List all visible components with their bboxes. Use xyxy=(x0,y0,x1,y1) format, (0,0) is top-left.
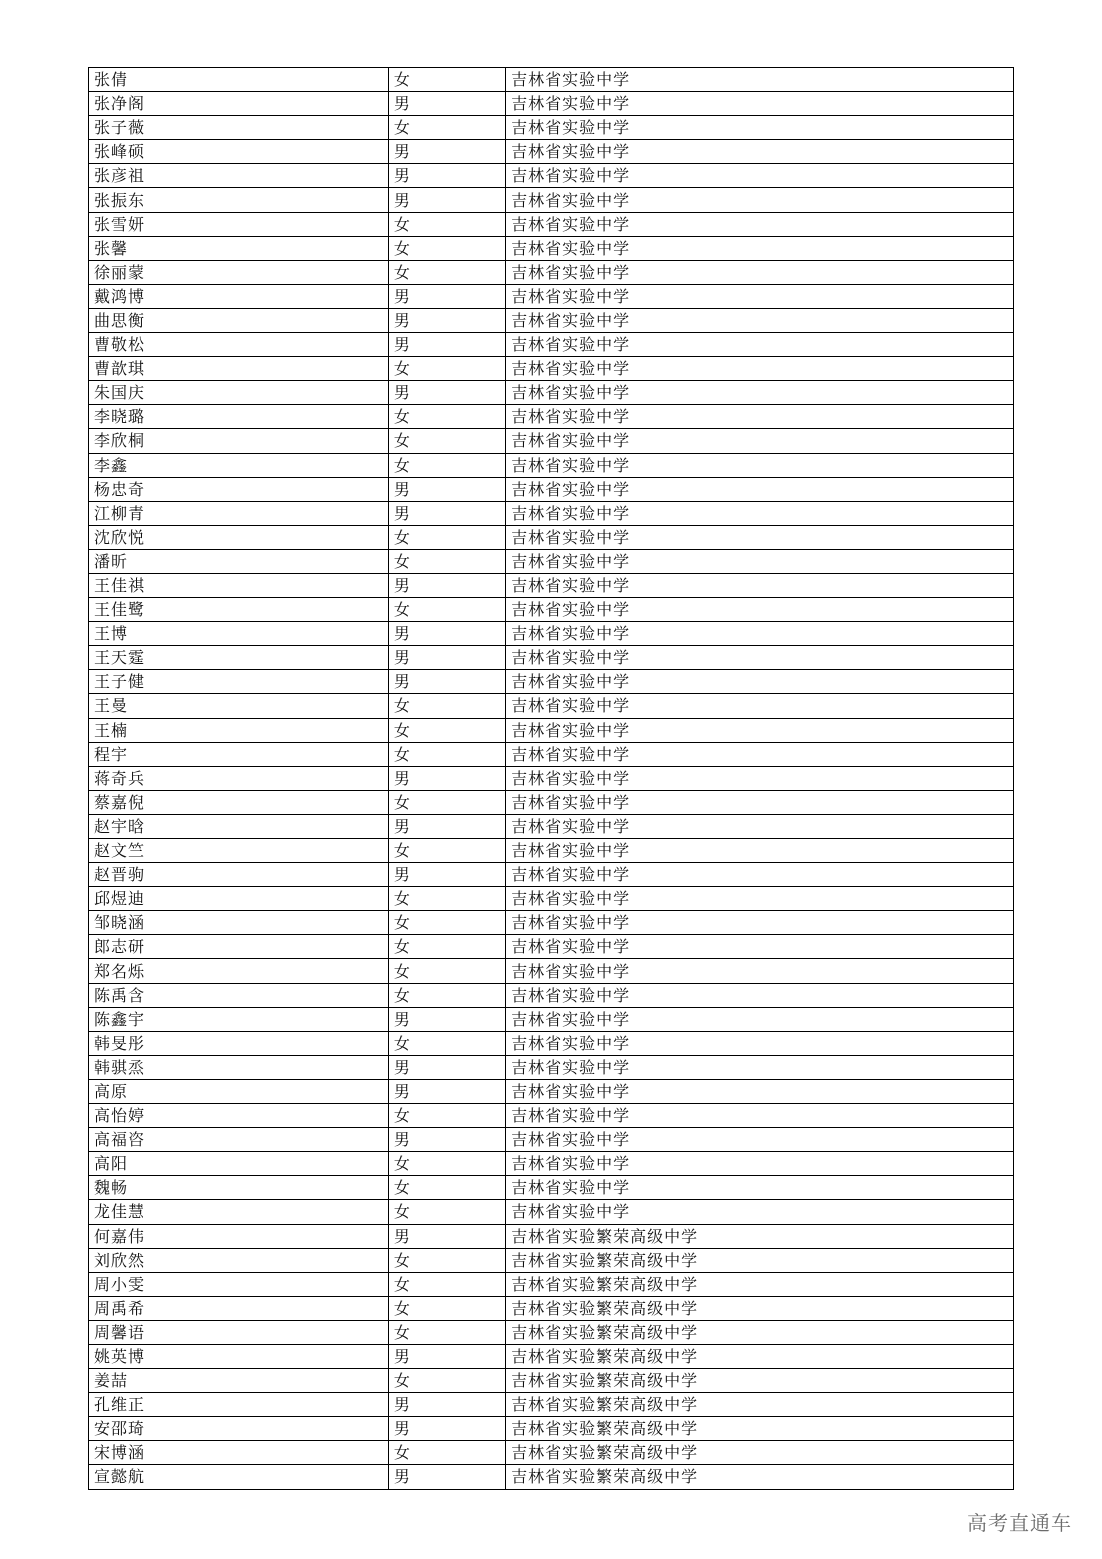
gender-cell: 男 xyxy=(388,477,505,501)
table-row xyxy=(89,453,1014,477)
table-row xyxy=(89,92,1014,116)
school-cell: 吉林省实验中学 xyxy=(506,381,1014,405)
school-cell: 吉林省实验中学 xyxy=(506,68,1014,92)
name-cell: 张倩 xyxy=(89,68,389,92)
name-cell: 安邵琦 xyxy=(89,1417,389,1441)
name-cell: 李晓璐 xyxy=(89,405,389,429)
table-row xyxy=(89,887,1014,911)
name-cell: 戴鸿博 xyxy=(89,284,389,308)
gender-cell: 女 xyxy=(388,1369,505,1393)
name-cell: 姚英博 xyxy=(89,1344,389,1368)
school-cell: 吉林省实验中学 xyxy=(506,790,1014,814)
school-cell: 吉林省实验中学 xyxy=(506,742,1014,766)
name-cell: 沈欣悦 xyxy=(89,525,389,549)
gender-cell: 女 xyxy=(388,718,505,742)
school-cell: 吉林省实验中学 xyxy=(506,92,1014,116)
table-row xyxy=(89,1441,1014,1465)
gender-cell: 女 xyxy=(388,742,505,766)
name-cell: 宣懿航 xyxy=(89,1465,389,1489)
school-cell: 吉林省实验繁荣高级中学 xyxy=(506,1417,1014,1441)
name-cell: 姜喆 xyxy=(89,1369,389,1393)
gender-cell: 女 xyxy=(388,453,505,477)
school-cell: 吉林省实验中学 xyxy=(506,839,1014,863)
gender-cell: 男 xyxy=(388,1128,505,1152)
school-cell: 吉林省实验中学 xyxy=(506,549,1014,573)
table-row xyxy=(89,1079,1014,1103)
school-cell: 吉林省实验中学 xyxy=(506,453,1014,477)
school-cell: 吉林省实验中学 xyxy=(506,1007,1014,1031)
name-cell: 朱国庆 xyxy=(89,381,389,405)
table-row xyxy=(89,116,1014,140)
table-row xyxy=(89,308,1014,332)
table-row xyxy=(89,1369,1014,1393)
table-row xyxy=(89,839,1014,863)
gender-cell: 女 xyxy=(388,911,505,935)
table-row xyxy=(89,983,1014,1007)
name-cell: 张振东 xyxy=(89,188,389,212)
school-cell: 吉林省实验中学 xyxy=(506,1079,1014,1103)
gender-cell: 男 xyxy=(388,573,505,597)
school-cell: 吉林省实验中学 xyxy=(506,357,1014,381)
school-cell: 吉林省实验中学 xyxy=(506,1176,1014,1200)
gender-cell: 女 xyxy=(388,549,505,573)
gender-cell: 男 xyxy=(388,1079,505,1103)
table-row xyxy=(89,333,1014,357)
table-row xyxy=(89,646,1014,670)
table-row xyxy=(89,790,1014,814)
name-cell: 张彦祖 xyxy=(89,164,389,188)
gender-cell: 男 xyxy=(388,1007,505,1031)
school-cell: 吉林省实验中学 xyxy=(506,260,1014,284)
table-row xyxy=(89,212,1014,236)
name-cell: 周禹希 xyxy=(89,1296,389,1320)
table-row xyxy=(89,1224,1014,1248)
school-cell: 吉林省实验中学 xyxy=(506,116,1014,140)
table-row xyxy=(89,501,1014,525)
table-row xyxy=(89,670,1014,694)
table-row xyxy=(89,549,1014,573)
name-cell: 邱煜迪 xyxy=(89,887,389,911)
name-cell: 龙佳慧 xyxy=(89,1200,389,1224)
name-cell: 张子薇 xyxy=(89,116,389,140)
name-cell: 程宇 xyxy=(89,742,389,766)
school-cell: 吉林省实验中学 xyxy=(506,718,1014,742)
school-cell: 吉林省实验中学 xyxy=(506,766,1014,790)
gender-cell: 女 xyxy=(388,1031,505,1055)
name-cell: 蒋奇兵 xyxy=(89,766,389,790)
school-cell: 吉林省实验中学 xyxy=(506,646,1014,670)
table-row xyxy=(89,622,1014,646)
gender-cell: 男 xyxy=(388,766,505,790)
gender-cell: 男 xyxy=(388,284,505,308)
table-row xyxy=(89,1128,1014,1152)
gender-cell: 女 xyxy=(388,260,505,284)
school-cell: 吉林省实验中学 xyxy=(506,405,1014,429)
name-cell: 王博 xyxy=(89,622,389,646)
name-cell: 徐丽蒙 xyxy=(89,260,389,284)
gender-cell: 女 xyxy=(388,212,505,236)
gender-cell: 女 xyxy=(388,68,505,92)
school-cell: 吉林省实验中学 xyxy=(506,814,1014,838)
table-row xyxy=(89,236,1014,260)
name-cell: 赵文竺 xyxy=(89,839,389,863)
school-cell: 吉林省实验中学 xyxy=(506,622,1014,646)
table-row xyxy=(89,863,1014,887)
school-cell: 吉林省实验中学 xyxy=(506,188,1014,212)
school-cell: 吉林省实验中学 xyxy=(506,863,1014,887)
school-cell: 吉林省实验繁荣高级中学 xyxy=(506,1465,1014,1489)
gender-cell: 男 xyxy=(388,140,505,164)
name-cell: 李欣桐 xyxy=(89,429,389,453)
gender-cell: 男 xyxy=(388,670,505,694)
gender-cell: 男 xyxy=(388,1393,505,1417)
school-cell: 吉林省实验繁荣高级中学 xyxy=(506,1393,1014,1417)
name-cell: 刘欣然 xyxy=(89,1248,389,1272)
name-cell: 曹敬松 xyxy=(89,333,389,357)
school-cell: 吉林省实验繁荣高级中学 xyxy=(506,1272,1014,1296)
name-cell: 潘昕 xyxy=(89,549,389,573)
school-cell: 吉林省实验繁荣高级中学 xyxy=(506,1441,1014,1465)
name-cell: 王天霆 xyxy=(89,646,389,670)
table-row xyxy=(89,959,1014,983)
gender-cell: 女 xyxy=(388,1104,505,1128)
table-row xyxy=(89,1465,1014,1489)
gender-cell: 男 xyxy=(388,381,505,405)
gender-cell: 女 xyxy=(388,1248,505,1272)
school-cell: 吉林省实验中学 xyxy=(506,284,1014,308)
school-cell: 吉林省实验中学 xyxy=(506,1104,1014,1128)
table-row xyxy=(89,140,1014,164)
name-cell: 孔维正 xyxy=(89,1393,389,1417)
gender-cell: 男 xyxy=(388,814,505,838)
name-cell: 韩骐烝 xyxy=(89,1055,389,1079)
name-cell: 高阳 xyxy=(89,1152,389,1176)
gender-cell: 女 xyxy=(388,790,505,814)
name-cell: 张净阁 xyxy=(89,92,389,116)
gender-cell: 男 xyxy=(388,1417,505,1441)
school-cell: 吉林省实验繁荣高级中学 xyxy=(506,1296,1014,1320)
table-row xyxy=(89,1152,1014,1176)
gender-cell: 女 xyxy=(388,887,505,911)
name-cell: 赵宇晗 xyxy=(89,814,389,838)
school-cell: 吉林省实验中学 xyxy=(506,1200,1014,1224)
name-cell: 陈鑫宇 xyxy=(89,1007,389,1031)
gender-cell: 女 xyxy=(388,116,505,140)
school-cell: 吉林省实验中学 xyxy=(506,140,1014,164)
gender-cell: 男 xyxy=(388,501,505,525)
school-cell: 吉林省实验中学 xyxy=(506,959,1014,983)
name-cell: 陈禹含 xyxy=(89,983,389,1007)
roster-body xyxy=(89,68,1014,1490)
school-cell: 吉林省实验中学 xyxy=(506,477,1014,501)
name-cell: 邹晓涵 xyxy=(89,911,389,935)
table-row xyxy=(89,1320,1014,1344)
roster-table xyxy=(88,67,1014,1490)
school-cell: 吉林省实验中学 xyxy=(506,887,1014,911)
gender-cell: 女 xyxy=(388,1200,505,1224)
name-cell: 曲思衡 xyxy=(89,308,389,332)
school-cell: 吉林省实验中学 xyxy=(506,308,1014,332)
name-cell: 张峰硕 xyxy=(89,140,389,164)
gender-cell: 男 xyxy=(388,1055,505,1079)
name-cell: 王子健 xyxy=(89,670,389,694)
school-cell: 吉林省实验中学 xyxy=(506,1031,1014,1055)
gender-cell: 女 xyxy=(388,935,505,959)
name-cell: 郎志研 xyxy=(89,935,389,959)
name-cell: 高福咨 xyxy=(89,1128,389,1152)
gender-cell: 男 xyxy=(388,188,505,212)
gender-cell: 女 xyxy=(388,1272,505,1296)
table-row xyxy=(89,694,1014,718)
gender-cell: 女 xyxy=(388,983,505,1007)
gender-cell: 男 xyxy=(388,92,505,116)
gender-cell: 女 xyxy=(388,405,505,429)
school-cell: 吉林省实验中学 xyxy=(506,911,1014,935)
name-cell: 宋博涵 xyxy=(89,1441,389,1465)
table-row xyxy=(89,477,1014,501)
school-cell: 吉林省实验中学 xyxy=(506,236,1014,260)
name-cell: 王佳祺 xyxy=(89,573,389,597)
gender-cell: 女 xyxy=(388,429,505,453)
table-row xyxy=(89,164,1014,188)
table-row xyxy=(89,68,1014,92)
school-cell: 吉林省实验中学 xyxy=(506,525,1014,549)
school-cell: 吉林省实验繁荣高级中学 xyxy=(506,1224,1014,1248)
name-cell: 高原 xyxy=(89,1079,389,1103)
table-row xyxy=(89,1176,1014,1200)
gender-cell: 女 xyxy=(388,357,505,381)
table-row xyxy=(89,598,1014,622)
gender-cell: 男 xyxy=(388,1344,505,1368)
name-cell: 何嘉伟 xyxy=(89,1224,389,1248)
school-cell: 吉林省实验中学 xyxy=(506,598,1014,622)
school-cell: 吉林省实验中学 xyxy=(506,1152,1014,1176)
name-cell: 李鑫 xyxy=(89,453,389,477)
table-row xyxy=(89,1393,1014,1417)
school-cell: 吉林省实验中学 xyxy=(506,333,1014,357)
table-row xyxy=(89,1344,1014,1368)
name-cell: 张馨 xyxy=(89,236,389,260)
school-cell: 吉林省实验繁荣高级中学 xyxy=(506,1369,1014,1393)
gender-cell: 男 xyxy=(388,1224,505,1248)
name-cell: 高怡婷 xyxy=(89,1104,389,1128)
gender-cell: 女 xyxy=(388,1320,505,1344)
name-cell: 魏畅 xyxy=(89,1176,389,1200)
school-cell: 吉林省实验中学 xyxy=(506,935,1014,959)
table-row xyxy=(89,405,1014,429)
school-cell: 吉林省实验繁荣高级中学 xyxy=(506,1248,1014,1272)
gender-cell: 女 xyxy=(388,525,505,549)
gender-cell: 女 xyxy=(388,959,505,983)
table-row xyxy=(89,814,1014,838)
school-cell: 吉林省实验中学 xyxy=(506,212,1014,236)
table-row xyxy=(89,429,1014,453)
table-row xyxy=(89,357,1014,381)
table-row xyxy=(89,525,1014,549)
name-cell: 王佳鹭 xyxy=(89,598,389,622)
table-row xyxy=(89,935,1014,959)
name-cell: 曹歆琪 xyxy=(89,357,389,381)
gender-cell: 女 xyxy=(388,1176,505,1200)
gender-cell: 女 xyxy=(388,1152,505,1176)
table-row xyxy=(89,1417,1014,1441)
table-row xyxy=(89,1055,1014,1079)
table-row xyxy=(89,260,1014,284)
table-row xyxy=(89,1031,1014,1055)
gender-cell: 男 xyxy=(388,308,505,332)
table-row xyxy=(89,718,1014,742)
gender-cell: 男 xyxy=(388,622,505,646)
table-row xyxy=(89,284,1014,308)
watermark-text: 高考直通车 xyxy=(967,1511,1072,1535)
table-row xyxy=(89,766,1014,790)
table-row xyxy=(89,1007,1014,1031)
name-cell: 赵晋驹 xyxy=(89,863,389,887)
table-row xyxy=(89,381,1014,405)
table-row xyxy=(89,1200,1014,1224)
gender-cell: 女 xyxy=(388,1296,505,1320)
school-cell: 吉林省实验中学 xyxy=(506,1128,1014,1152)
school-cell: 吉林省实验中学 xyxy=(506,573,1014,597)
name-cell: 张雪妍 xyxy=(89,212,389,236)
table-row xyxy=(89,188,1014,212)
table-row xyxy=(89,1272,1014,1296)
gender-cell: 男 xyxy=(388,1465,505,1489)
school-cell: 吉林省实验中学 xyxy=(506,670,1014,694)
school-cell: 吉林省实验中学 xyxy=(506,1055,1014,1079)
table-row xyxy=(89,742,1014,766)
table-row xyxy=(89,1104,1014,1128)
gender-cell: 女 xyxy=(388,839,505,863)
name-cell: 王曼 xyxy=(89,694,389,718)
name-cell: 郑名烁 xyxy=(89,959,389,983)
name-cell: 王楠 xyxy=(89,718,389,742)
name-cell: 韩旻彤 xyxy=(89,1031,389,1055)
name-cell: 周馨语 xyxy=(89,1320,389,1344)
school-cell: 吉林省实验中学 xyxy=(506,694,1014,718)
school-cell: 吉林省实验中学 xyxy=(506,501,1014,525)
school-cell: 吉林省实验中学 xyxy=(506,164,1014,188)
school-cell: 吉林省实验繁荣高级中学 xyxy=(506,1344,1014,1368)
school-cell: 吉林省实验中学 xyxy=(506,983,1014,1007)
name-cell: 蔡嘉倪 xyxy=(89,790,389,814)
gender-cell: 男 xyxy=(388,333,505,357)
name-cell: 江柳青 xyxy=(89,501,389,525)
table-row xyxy=(89,911,1014,935)
gender-cell: 男 xyxy=(388,164,505,188)
name-cell: 杨忠奇 xyxy=(89,477,389,501)
school-cell: 吉林省实验中学 xyxy=(506,429,1014,453)
gender-cell: 女 xyxy=(388,1441,505,1465)
gender-cell: 女 xyxy=(388,236,505,260)
gender-cell: 女 xyxy=(388,694,505,718)
table-row xyxy=(89,573,1014,597)
gender-cell: 女 xyxy=(388,598,505,622)
gender-cell: 男 xyxy=(388,646,505,670)
gender-cell: 男 xyxy=(388,863,505,887)
table-row xyxy=(89,1248,1014,1272)
school-cell: 吉林省实验繁荣高级中学 xyxy=(506,1320,1014,1344)
name-cell: 周小雯 xyxy=(89,1272,389,1296)
table-row xyxy=(89,1296,1014,1320)
